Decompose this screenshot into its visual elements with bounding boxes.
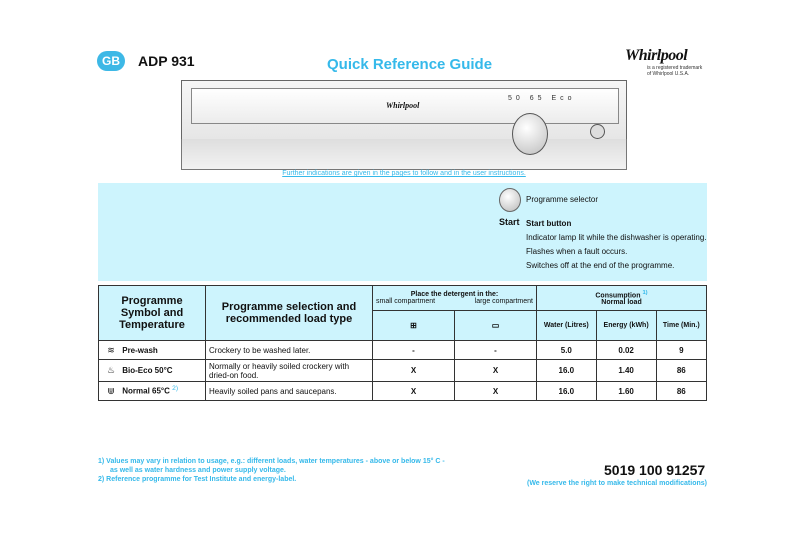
start-title: Start button bbox=[526, 219, 572, 228]
row-time: 86 bbox=[656, 360, 706, 382]
programme-table bbox=[98, 285, 707, 401]
row-small: X bbox=[373, 382, 455, 401]
row-large: X bbox=[455, 382, 537, 401]
table-row bbox=[99, 360, 707, 382]
programme-selector-knob bbox=[499, 188, 521, 212]
row-time: 9 bbox=[656, 341, 706, 360]
row-water: 16.0 bbox=[537, 360, 597, 382]
large-compartment-icon: ▭ bbox=[455, 311, 537, 341]
row-symbol: ⋓ Normal 65°C $^{2)}$ bbox=[99, 382, 206, 401]
panel-programme-icons: 50 65 Eco bbox=[508, 95, 576, 102]
panel-start-button bbox=[590, 124, 605, 139]
normal-load: Normal load bbox=[601, 299, 642, 307]
time-header: Time (Min.) bbox=[656, 311, 706, 341]
energy-header: Energy (kWh) bbox=[596, 311, 656, 341]
row-desc: Normally or heavily soiled crockery with dried-on food. bbox=[206, 360, 373, 382]
brand-trademark: is a registered trademark of Whirlpool U.S.A. bbox=[647, 65, 703, 77]
footnote-1: 1) Values may vary in relation to usage, e.g.: different loads, water temperatures - above or below 15° C - bbox=[98, 458, 445, 465]
row-small: - bbox=[373, 341, 455, 360]
bio-eco-icon: ♨ bbox=[106, 365, 116, 375]
panel-top bbox=[181, 80, 627, 140]
row-time: 86 bbox=[656, 382, 706, 401]
row-energy: 1.40 bbox=[596, 360, 656, 382]
detergent-header bbox=[373, 286, 537, 311]
row-desc: Crockery to be washed later. bbox=[206, 341, 373, 360]
page-title: Quick Reference Guide bbox=[327, 56, 493, 73]
start-description bbox=[526, 217, 707, 273]
panel-base bbox=[181, 139, 627, 170]
programme-selector-label: Programme selector bbox=[526, 195, 599, 204]
row-symbol: ≋ Pre-wash bbox=[99, 341, 206, 360]
model-number: ADP 931 bbox=[138, 53, 195, 69]
start-line-3: Switches off at the end of the programme. bbox=[526, 261, 675, 270]
row-large: X bbox=[455, 360, 537, 382]
detergent-title: Place the detergent in the: bbox=[410, 291, 499, 298]
start-line-2: Flashes when a fault occurs. bbox=[526, 247, 628, 256]
consumption-title: Consumption $^{1)}$ bbox=[595, 289, 648, 300]
row-small: X bbox=[373, 360, 455, 382]
control-panel-illustration bbox=[181, 80, 627, 170]
table-row bbox=[99, 341, 707, 360]
row-water: 16.0 bbox=[537, 382, 597, 401]
large-compartment-label: large compartment bbox=[474, 298, 533, 305]
further-indications-link[interactable]: Further indications are given in the pages to follow and in the user instructions. bbox=[282, 170, 526, 177]
compartments bbox=[376, 298, 533, 305]
row-desc: Heavily soiled pans and saucepans. bbox=[206, 382, 373, 401]
small-compartment-label: small compartment bbox=[376, 298, 436, 305]
pre-wash-icon: ≋ bbox=[107, 344, 115, 355]
panel-slot bbox=[191, 88, 619, 124]
panel-logo: Whirlpool bbox=[386, 101, 420, 110]
footnotes bbox=[98, 457, 445, 484]
water-header: Water (Litres) bbox=[537, 311, 597, 341]
row-energy: 0.02 bbox=[596, 341, 656, 360]
footnote-1b: as well as water hardness and power supply voltage. bbox=[110, 467, 286, 474]
row-large: - bbox=[455, 341, 537, 360]
brand-logo bbox=[625, 47, 705, 77]
start-line-1: Indicator lamp lit while the dishwasher is operating. bbox=[526, 233, 707, 242]
document-code: 5019 100 91257 bbox=[604, 462, 706, 478]
row-energy: 1.60 bbox=[596, 382, 656, 401]
normal-icon: ⋓ bbox=[107, 385, 115, 396]
footnote-2: 2) Reference programme for Test Institute and energy-label. bbox=[98, 476, 297, 483]
country-badge: GB bbox=[97, 51, 125, 71]
col-symbol: Programme Symbol and Temperature bbox=[99, 286, 206, 341]
row-water: 5.0 bbox=[537, 341, 597, 360]
brand-name: Whirlpool bbox=[625, 47, 688, 64]
panel-knob bbox=[512, 113, 548, 155]
row-symbol: ♨ Bio-Eco 50°C bbox=[99, 360, 206, 382]
reserve-note: (We reserve the right to make technical modifications) bbox=[527, 480, 707, 487]
table-row bbox=[99, 382, 707, 401]
col-selection: Programme selection and recommended load type bbox=[206, 286, 373, 341]
consumption-header bbox=[537, 286, 707, 311]
start-label: Start bbox=[499, 217, 520, 227]
small-compartment-icon: ⊞ bbox=[373, 311, 455, 341]
